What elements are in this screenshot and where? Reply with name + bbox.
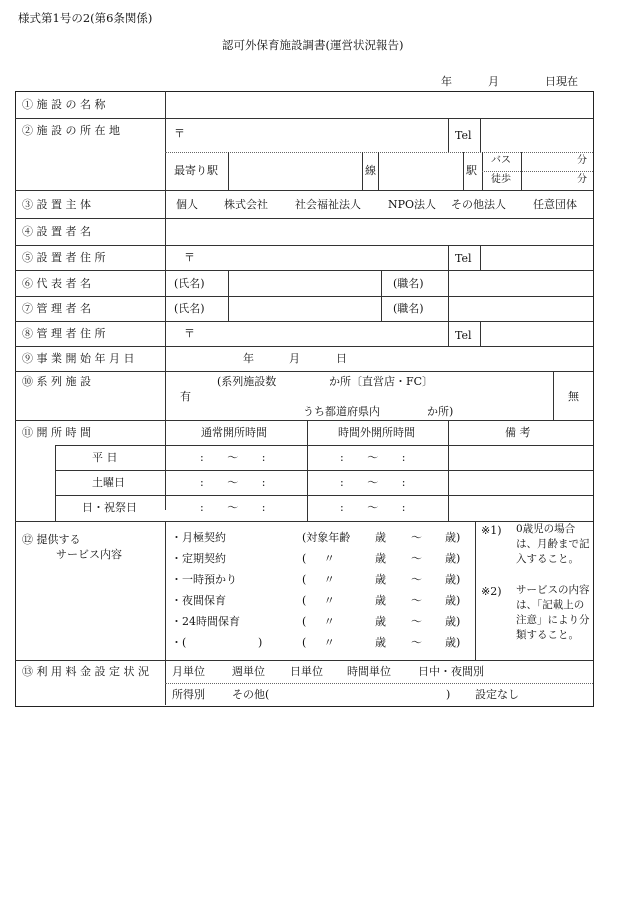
service-night-tilde: 〜: [411, 594, 422, 607]
line-name-field[interactable]: [230, 154, 360, 189]
service-temporary-sai: 歳: [375, 573, 386, 586]
holiday-regular-time[interactable]: : 〜 :: [200, 501, 266, 514]
affiliate-no-option[interactable]: 無: [568, 390, 579, 403]
row-opening-hours-label: ⑪ 開 所 時 間: [22, 426, 91, 439]
founder-option-corporation[interactable]: 株式会社: [224, 198, 268, 211]
col-notes: 備 考: [505, 426, 531, 439]
saturday-regular-time[interactable]: : 〜 :: [200, 476, 266, 489]
manager-tel-field[interactable]: [482, 323, 591, 345]
fee-option-monthly[interactable]: 月単位: [172, 665, 205, 678]
page-title: 認可外保育施設調書(運営状況報告): [222, 38, 404, 52]
founder-option-npo[interactable]: NPO法人: [388, 198, 437, 211]
service-night-sai: 歳: [375, 594, 386, 607]
service-monthly[interactable]: ・月極契約: [171, 531, 226, 544]
manager-title-label: (職名): [393, 302, 424, 315]
founder-tel-field[interactable]: [482, 247, 591, 269]
service-other-paren-close: ): [258, 636, 263, 649]
fee-option-none[interactable]: 設定なし: [475, 688, 519, 701]
date-year-label: 年: [441, 75, 452, 88]
row-facility-name-label: ① 施 設 の 名 称: [22, 98, 106, 111]
weekday-regular-time[interactable]: : 〜 :: [200, 451, 266, 464]
row-founder-name-label: ④ 設 置 者 名: [22, 225, 91, 238]
saturday-extra-time[interactable]: : 〜 :: [340, 476, 406, 489]
service-regular-age-open: ( 〃: [302, 552, 335, 565]
manager-name-field[interactable]: [230, 298, 380, 320]
service-regular-tilde: 〜: [411, 552, 422, 565]
founder-postal-mark: 〒: [184, 251, 195, 264]
manager-tel-label: Tel: [455, 329, 472, 342]
row-representative-label: ⑥ 代 表 者 名: [22, 277, 91, 290]
service-monthly-sai: 歳: [375, 531, 386, 544]
service-other-age-close: 歳): [445, 636, 461, 649]
holiday-extra-time[interactable]: : 〜 :: [340, 501, 406, 514]
founder-name-field[interactable]: [167, 220, 591, 244]
manager-address-field[interactable]: [198, 323, 446, 345]
row-founder-address-label: ⑤ 設 置 者 住 所: [22, 251, 106, 264]
fee-option-daily[interactable]: 日単位: [290, 665, 323, 678]
station-suffix-label: 駅: [466, 164, 477, 177]
start-year-label: 年: [243, 352, 254, 365]
founder-option-social-welfare[interactable]: 社会福祉法人: [295, 198, 361, 211]
service-24h-tilde: 〜: [411, 615, 422, 628]
service-other-sai: 歳: [375, 636, 386, 649]
representative-title-label: (職名): [393, 277, 424, 290]
row-manager-label: ⑦ 管 理 者 名: [22, 302, 91, 315]
fee-option-income[interactable]: 所得別: [172, 688, 205, 701]
service-other-age-open: ( 〃: [302, 636, 335, 649]
weekday-extra-time[interactable]: : 〜 :: [340, 451, 406, 464]
row-facility-address-label: ② 施 設 の 所 在 地: [22, 124, 120, 137]
row-services-label-2: サービス内容: [56, 548, 122, 561]
representative-name-label: (氏名): [174, 277, 205, 290]
affiliate-yes-option[interactable]: 有: [180, 390, 191, 403]
service-regular-sai: 歳: [375, 552, 386, 565]
service-24h[interactable]: ・24時間保育: [171, 615, 240, 628]
date-month-label: 月: [488, 75, 499, 88]
service-night[interactable]: ・夜間保育: [171, 594, 226, 607]
founder-option-voluntary[interactable]: 任意団体: [533, 198, 577, 211]
manager-postal-mark: 〒: [184, 327, 195, 340]
fee-other-paren-close: ): [446, 688, 451, 701]
affiliate-in-pref-label: うち都道府県内: [303, 405, 380, 418]
service-monthly-age-close: 歳): [445, 531, 461, 544]
service-monthly-age-open: (対象年齢: [302, 531, 351, 544]
service-24h-sai: 歳: [375, 615, 386, 628]
service-night-age-open: ( 〃: [302, 594, 335, 607]
affiliate-count-label: (系列施設数: [217, 375, 277, 388]
bus-minutes-unit: 分: [577, 155, 587, 166]
service-24h-age-open: ( 〃: [302, 615, 335, 628]
founder-option-other-corp[interactable]: その他法人: [451, 198, 506, 211]
bus-label: バス: [491, 155, 511, 166]
col-regular-hours: 通常開所時間: [201, 426, 267, 439]
service-regular-age-close: 歳): [445, 552, 461, 565]
founder-tel-label: Tel: [455, 252, 472, 265]
row-start-date-label: ⑨ 事 業 開 始 年 月 日: [22, 352, 135, 365]
col-extra-hours: 時間外開所時間: [338, 426, 415, 439]
service-24h-age-close: 歳): [445, 615, 461, 628]
service-temporary-age-open: ( 〃: [302, 573, 335, 586]
day-holiday-label: 日・祝祭日: [82, 501, 137, 514]
walk-minutes-unit: 分: [577, 174, 587, 185]
row-manager-address-label: ⑧ 管 理 者 住 所: [22, 327, 106, 340]
start-day-label: 日: [336, 352, 347, 365]
affiliate-in-pref-unit: か所): [427, 405, 454, 418]
tel-label: Tel: [455, 129, 472, 142]
facility-tel-field[interactable]: [482, 120, 591, 151]
row-affiliates-label: ⑩ 系 列 施 設: [22, 375, 91, 388]
day-saturday-label: 土曜日: [92, 476, 125, 489]
nearest-station-label: 最寄り駅: [174, 164, 218, 177]
walk-label: 徒歩: [491, 174, 511, 185]
station-name-field[interactable]: [380, 154, 461, 189]
fee-option-hourly[interactable]: 時間単位: [347, 665, 391, 678]
service-other-tilde: 〜: [411, 636, 422, 649]
postal-mark: 〒: [174, 127, 185, 140]
form-number: 様式第1号の2(第6条関係): [18, 11, 153, 25]
manager-title-field[interactable]: [450, 298, 591, 320]
note2-mark: ※2): [481, 585, 502, 598]
note1-text: 0歳児の場合は、月齢まで記入すること。: [516, 523, 590, 565]
facility-name-field[interactable]: [167, 92, 591, 117]
service-temporary-tilde: 〜: [411, 573, 422, 586]
fee-option-day-night[interactable]: 日中・夜間別: [418, 665, 484, 678]
fee-option-weekly[interactable]: 週単位: [232, 665, 265, 678]
note1-mark: ※1): [481, 524, 502, 537]
line-suffix-label: 線: [365, 164, 376, 177]
service-temporary-age-close: 歳): [445, 573, 461, 586]
day-weekday-label: 平 日: [92, 451, 118, 464]
date-day-label: 日現在: [545, 75, 578, 88]
facility-address-field[interactable]: [188, 120, 446, 151]
start-month-label: 月: [289, 352, 300, 365]
representative-name-field[interactable]: [230, 272, 380, 295]
affiliate-count-unit: か所〔直営店・FC〕: [329, 375, 434, 388]
service-regular[interactable]: ・定期契約: [171, 552, 226, 565]
service-temporary[interactable]: ・一時預かり: [171, 573, 237, 586]
founder-option-individual[interactable]: 個人: [176, 198, 198, 211]
service-night-age-close: 歳): [445, 594, 461, 607]
founder-address-field[interactable]: [198, 247, 446, 269]
row-services-label-1: ⑫ 提供する: [22, 533, 81, 546]
service-monthly-tilde: 〜: [411, 531, 422, 544]
service-other[interactable]: ・(: [171, 636, 187, 649]
row-fee-setting-label: ⑬ 利 用 料 金 設 定 状 況: [22, 665, 149, 678]
fee-option-other[interactable]: その他(: [232, 688, 270, 701]
row-founder-type-label: ③ 設 置 主 体: [22, 198, 91, 211]
manager-name-label: (氏名): [174, 302, 205, 315]
representative-title-field[interactable]: [450, 272, 591, 295]
note2-text: サービスの内容は、「記載上の注意」により分類すること。: [516, 584, 590, 641]
